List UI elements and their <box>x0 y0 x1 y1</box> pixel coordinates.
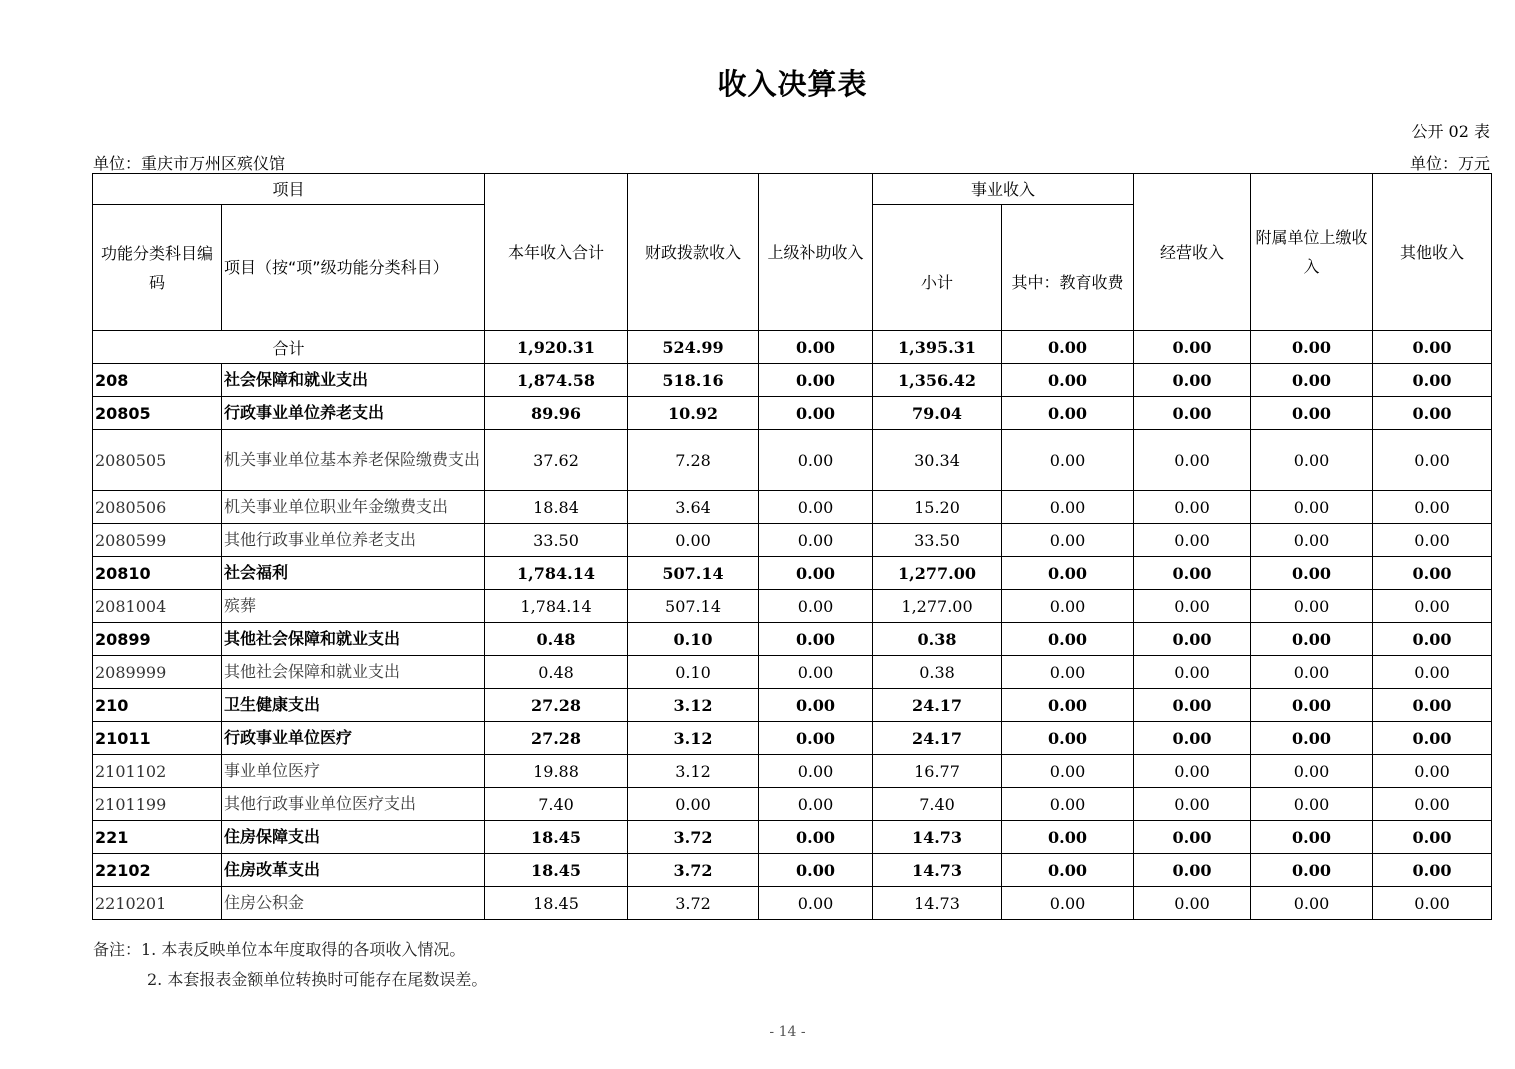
cell-value: 0.00 <box>759 364 873 397</box>
table-row <box>93 590 1492 623</box>
cell-value: 0.00 <box>1373 491 1492 524</box>
cell-value: 0.00 <box>759 755 873 788</box>
cell-value: 1,920.31 <box>485 331 628 364</box>
row-code: 2080506 <box>93 491 222 524</box>
cell-value: 1,784.14 <box>485 557 628 590</box>
header-project: 项目 <box>93 174 485 205</box>
header-business-income: 事业收入 <box>873 174 1134 205</box>
row-code: 2081004 <box>93 590 222 623</box>
currency-unit: 单位：万元 <box>1409 154 1490 173</box>
cell-value: 0.00 <box>759 689 873 722</box>
table-body <box>93 331 1492 920</box>
cell-value: 14.73 <box>873 887 1002 920</box>
cell-value: 0.00 <box>1002 755 1134 788</box>
cell-value: 0.00 <box>1373 689 1492 722</box>
cell-value: 0.00 <box>1373 557 1492 590</box>
cell-value: 1,277.00 <box>873 557 1002 590</box>
row-name: 其他社会保障和就业支出 <box>222 623 485 656</box>
cell-value: 37.62 <box>485 430 628 491</box>
cell-value: 0.00 <box>1251 755 1373 788</box>
cell-value: 0.00 <box>1134 364 1251 397</box>
cell-value: 0.00 <box>1134 623 1251 656</box>
cell-value: 33.50 <box>873 524 1002 557</box>
cell-value: 0.00 <box>1002 364 1134 397</box>
table-row <box>93 755 1492 788</box>
cell-value: 7.40 <box>873 788 1002 821</box>
row-name: 其他社会保障和就业支出 <box>222 656 485 689</box>
cell-value: 0.00 <box>1373 788 1492 821</box>
cell-value: 30.34 <box>873 430 1002 491</box>
cell-value: 0.00 <box>1373 854 1492 887</box>
row-code: 208 <box>93 364 222 397</box>
cell-value: 18.45 <box>485 887 628 920</box>
table-row <box>93 887 1492 920</box>
table-row <box>93 557 1492 590</box>
cell-value: 0.48 <box>485 656 628 689</box>
cell-value: 507.14 <box>628 590 759 623</box>
row-name: 机关事业单位基本养老保险缴费支出 <box>222 430 485 491</box>
form-number: 公开 02 表 <box>1411 122 1490 141</box>
cell-value: 0.00 <box>1373 430 1492 491</box>
cell-value: 0.00 <box>759 887 873 920</box>
row-code: 21011 <box>93 722 222 755</box>
cell-value: 3.72 <box>628 821 759 854</box>
cell-value: 3.72 <box>628 887 759 920</box>
header-other: 其他收入 <box>1373 174 1492 331</box>
cell-value: 0.00 <box>1373 397 1492 430</box>
cell-value: 0.00 <box>1134 590 1251 623</box>
cell-value: 0.00 <box>1002 689 1134 722</box>
cell-value: 0.00 <box>759 397 873 430</box>
row-name: 行政事业单位医疗 <box>222 722 485 755</box>
cell-value: 18.84 <box>485 491 628 524</box>
table-header <box>93 174 1492 331</box>
header-affiliated: 附属单位上缴收入 <box>1251 174 1373 331</box>
cell-value: 0.00 <box>1134 430 1251 491</box>
cell-value: 0.00 <box>1134 491 1251 524</box>
cell-value: 0.00 <box>1251 397 1373 430</box>
cell-value: 15.20 <box>873 491 1002 524</box>
cell-value: 0.00 <box>1373 623 1492 656</box>
cell-value: 0.38 <box>873 623 1002 656</box>
header-superior: 上级补助收入 <box>759 174 873 331</box>
cell-value: 0.00 <box>1251 364 1373 397</box>
cell-value: 0.00 <box>1251 557 1373 590</box>
cell-value: 10.92 <box>628 397 759 430</box>
cell-value: 0.00 <box>759 590 873 623</box>
row-name: 卫生健康支出 <box>222 689 485 722</box>
cell-value: 0.00 <box>1002 854 1134 887</box>
cell-value: 18.45 <box>485 821 628 854</box>
cell-value: 0.00 <box>1251 854 1373 887</box>
cell-value: 0.00 <box>1002 887 1134 920</box>
cell-value: 0.00 <box>1134 755 1251 788</box>
cell-value: 524.99 <box>628 331 759 364</box>
cell-value: 0.48 <box>485 623 628 656</box>
row-code: 2101102 <box>93 755 222 788</box>
cell-value: 0.00 <box>1373 755 1492 788</box>
header-operating: 经营收入 <box>1134 174 1251 331</box>
row-name: 住房公积金 <box>222 887 485 920</box>
row-code: 20810 <box>93 557 222 590</box>
row-name: 社会保障和就业支出 <box>222 364 485 397</box>
cell-value: 0.00 <box>1002 656 1134 689</box>
row-name: 机关事业单位职业年金缴费支出 <box>222 491 485 524</box>
cell-value: 0.00 <box>1251 491 1373 524</box>
cell-value: 14.73 <box>873 854 1002 887</box>
cell-value: 0.00 <box>1134 788 1251 821</box>
cell-value: 0.00 <box>1134 722 1251 755</box>
cell-value: 0.00 <box>1134 821 1251 854</box>
row-code: 2210201 <box>93 887 222 920</box>
page-number: - 14 - <box>769 1024 806 1040</box>
cell-value: 1,784.14 <box>485 590 628 623</box>
row-name: 行政事业单位养老支出 <box>222 397 485 430</box>
cell-value: 0.00 <box>1373 364 1492 397</box>
table-row <box>93 722 1492 755</box>
cell-value: 0.00 <box>1373 524 1492 557</box>
table-row <box>93 821 1492 854</box>
cell-value: 0.00 <box>1002 788 1134 821</box>
cell-value: 0.00 <box>1002 331 1134 364</box>
cell-value: 18.45 <box>485 854 628 887</box>
cell-value: 0.00 <box>1002 524 1134 557</box>
header-education: 其中：教育收费 <box>1002 205 1134 331</box>
row-name: 事业单位医疗 <box>222 755 485 788</box>
cell-value: 33.50 <box>485 524 628 557</box>
cell-value: 518.16 <box>628 364 759 397</box>
cell-value: 0.00 <box>1134 887 1251 920</box>
cell-value: 0.00 <box>1251 656 1373 689</box>
table-row <box>93 656 1492 689</box>
page-title: 收入决算表 <box>717 67 868 101</box>
row-name: 其他行政事业单位医疗支出 <box>222 788 485 821</box>
row-code: 2101199 <box>93 788 222 821</box>
cell-value: 0.00 <box>1134 331 1251 364</box>
cell-value: 1,874.58 <box>485 364 628 397</box>
cell-value: 0.00 <box>1002 430 1134 491</box>
header-total-income: 本年收入合计 <box>485 174 628 331</box>
cell-value: 3.12 <box>628 722 759 755</box>
cell-value: 0.00 <box>1251 722 1373 755</box>
cell-value: 0.00 <box>1002 557 1134 590</box>
cell-value: 0.00 <box>759 430 873 491</box>
table-row <box>93 430 1492 491</box>
cell-value: 0.00 <box>759 854 873 887</box>
cell-value: 24.17 <box>873 689 1002 722</box>
cell-value: 3.12 <box>628 755 759 788</box>
cell-value: 0.00 <box>1251 689 1373 722</box>
cell-value: 27.28 <box>485 722 628 755</box>
cell-value: 0.38 <box>873 656 1002 689</box>
row-name: 社会福利 <box>222 557 485 590</box>
total-label: 合计 <box>93 331 485 364</box>
cell-value: 0.00 <box>1251 430 1373 491</box>
cell-value: 0.00 <box>1373 590 1492 623</box>
header-func-code: 功能分类科目编码 <box>93 205 222 331</box>
cell-value: 0.00 <box>1251 887 1373 920</box>
cell-value: 7.28 <box>628 430 759 491</box>
table-row <box>93 524 1492 557</box>
cell-value: 16.77 <box>873 755 1002 788</box>
cell-value: 0.00 <box>1373 821 1492 854</box>
table-row <box>93 623 1492 656</box>
cell-value: 0.00 <box>1134 854 1251 887</box>
cell-value: 0.10 <box>628 623 759 656</box>
table-row <box>93 689 1492 722</box>
row-name: 住房改革支出 <box>222 854 485 887</box>
row-code: 2080505 <box>93 430 222 491</box>
cell-value: 0.00 <box>1134 397 1251 430</box>
cell-value: 0.00 <box>1251 331 1373 364</box>
cell-value: 0.00 <box>759 491 873 524</box>
cell-value: 0.00 <box>759 722 873 755</box>
cell-value: 7.40 <box>485 788 628 821</box>
cell-value: 0.00 <box>628 524 759 557</box>
cell-value: 1,356.42 <box>873 364 1002 397</box>
row-code: 20899 <box>93 623 222 656</box>
cell-value: 0.00 <box>1002 623 1134 656</box>
header-fiscal: 财政拨款收入 <box>628 174 759 331</box>
cell-value: 0.00 <box>1251 821 1373 854</box>
cell-value: 79.04 <box>873 397 1002 430</box>
cell-value: 0.00 <box>1134 557 1251 590</box>
cell-value: 0.00 <box>1251 623 1373 656</box>
cell-value: 0.00 <box>759 524 873 557</box>
cell-value: 19.88 <box>485 755 628 788</box>
table-row <box>93 788 1492 821</box>
cell-value: 0.00 <box>1134 524 1251 557</box>
cell-value: 14.73 <box>873 821 1002 854</box>
cell-value: 0.00 <box>1373 722 1492 755</box>
cell-value: 0.10 <box>628 656 759 689</box>
reporting-unit: 单位：重庆市万州区殡仪馆 <box>93 154 286 173</box>
table-row <box>93 491 1492 524</box>
cell-value: 0.00 <box>1002 491 1134 524</box>
table-row <box>93 397 1492 430</box>
row-code: 2080599 <box>93 524 222 557</box>
row-code: 22102 <box>93 854 222 887</box>
notes <box>93 935 487 995</box>
note-1: 备注：1. 本表反映单位本年度取得的各项收入情况。 <box>93 940 466 959</box>
cell-value: 0.00 <box>1373 887 1492 920</box>
row-name: 其他行政事业单位养老支出 <box>222 524 485 557</box>
cell-value: 0.00 <box>1134 656 1251 689</box>
row-name: 殡葬 <box>222 590 485 623</box>
cell-value: 3.12 <box>628 689 759 722</box>
cell-value: 0.00 <box>759 623 873 656</box>
header-subtotal: 小计 <box>873 205 1002 331</box>
cell-value: 0.00 <box>759 557 873 590</box>
cell-value: 24.17 <box>873 722 1002 755</box>
row-name: 住房保障支出 <box>222 821 485 854</box>
table-row <box>93 364 1492 397</box>
cell-value: 0.00 <box>1251 524 1373 557</box>
cell-value: 3.72 <box>628 854 759 887</box>
cell-value: 0.00 <box>1373 331 1492 364</box>
table-row <box>93 854 1492 887</box>
cell-value: 1,395.31 <box>873 331 1002 364</box>
note-2: 2. 本套报表金额单位转换时可能存在尾数误差。 <box>147 970 488 989</box>
cell-value: 0.00 <box>759 788 873 821</box>
cell-value: 0.00 <box>759 821 873 854</box>
cell-value: 0.00 <box>1134 689 1251 722</box>
cell-value: 3.64 <box>628 491 759 524</box>
cell-value: 0.00 <box>1251 590 1373 623</box>
row-code: 20805 <box>93 397 222 430</box>
cell-value: 27.28 <box>485 689 628 722</box>
cell-value: 0.00 <box>759 656 873 689</box>
cell-value: 0.00 <box>1002 590 1134 623</box>
cell-value: 89.96 <box>485 397 628 430</box>
cell-value: 0.00 <box>1251 788 1373 821</box>
cell-value: 0.00 <box>1373 656 1492 689</box>
cell-value: 1,277.00 <box>873 590 1002 623</box>
cell-value: 507.14 <box>628 557 759 590</box>
header-item-name: 项目（按“项”级功能分类科目） <box>222 205 485 331</box>
row-code: 2089999 <box>93 656 222 689</box>
cell-value: 0.00 <box>1002 722 1134 755</box>
total-row <box>93 331 1492 364</box>
income-table <box>92 173 1492 920</box>
cell-value: 0.00 <box>1002 821 1134 854</box>
row-code: 210 <box>93 689 222 722</box>
row-code: 221 <box>93 821 222 854</box>
cell-value: 0.00 <box>628 788 759 821</box>
cell-value: 0.00 <box>1002 397 1134 430</box>
cell-value: 0.00 <box>759 331 873 364</box>
